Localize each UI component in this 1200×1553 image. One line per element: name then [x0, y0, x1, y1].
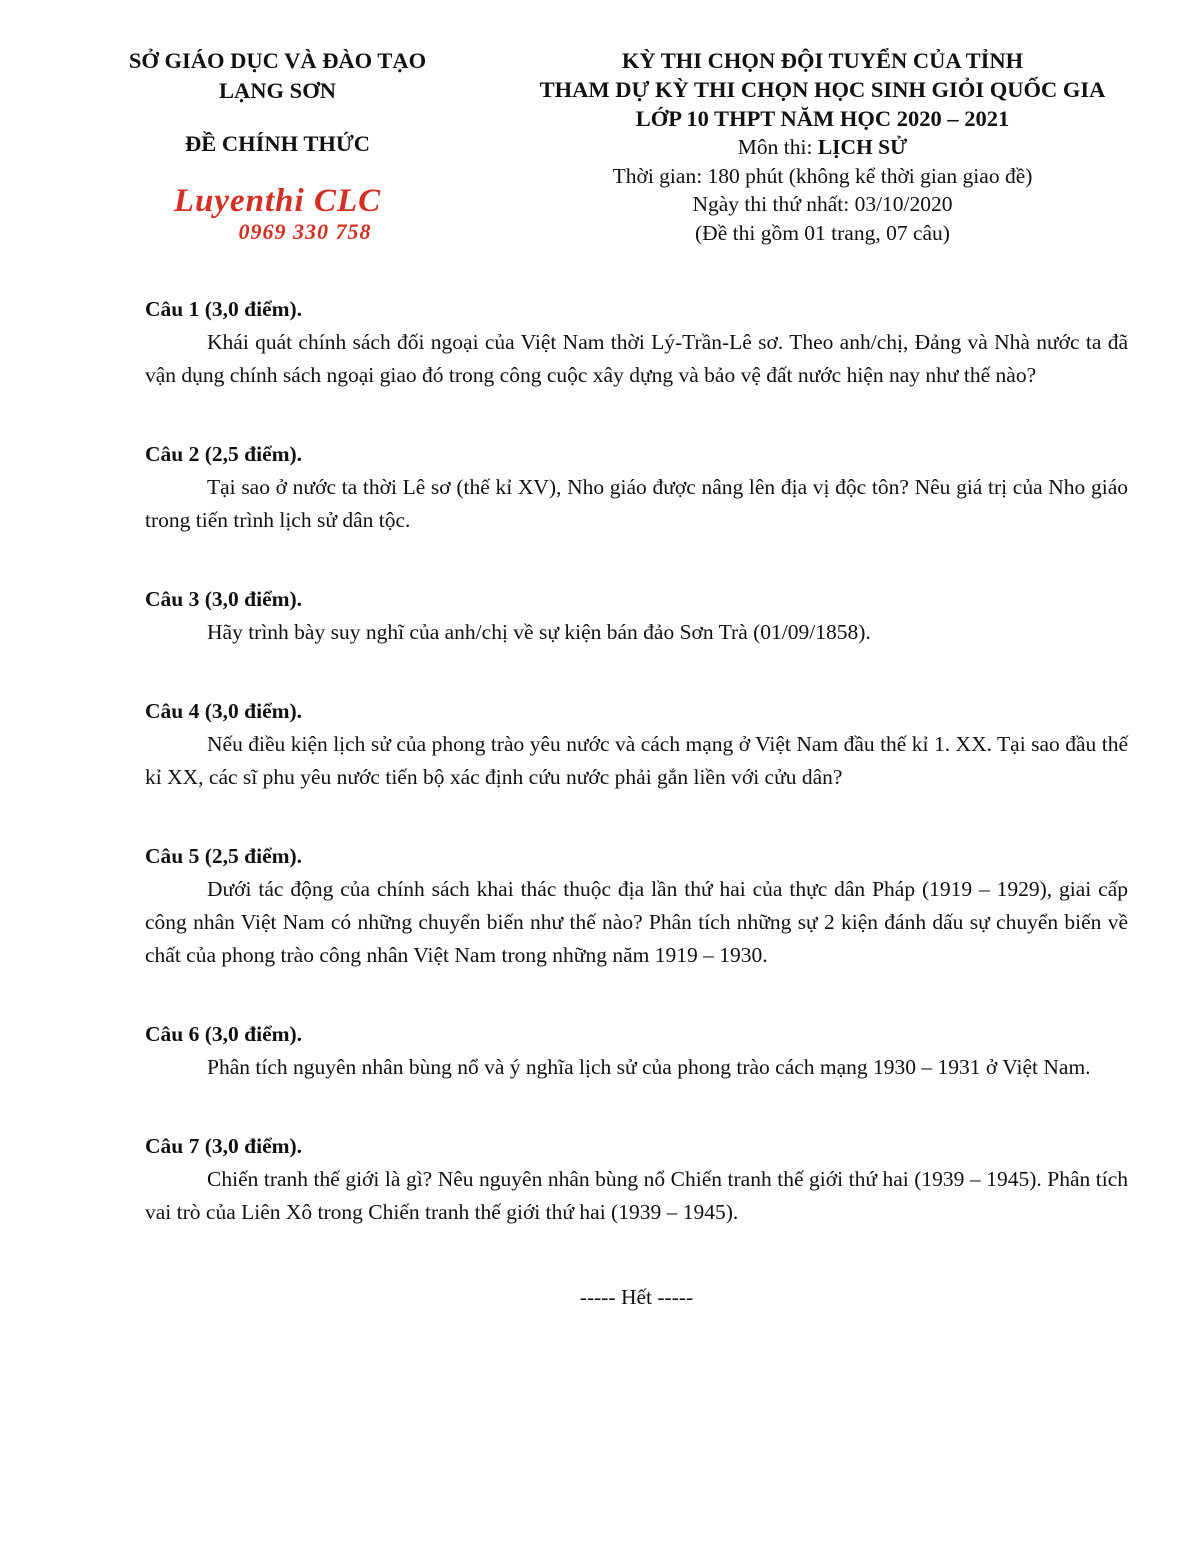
footer: [0, 1281, 1200, 1314]
question-5: [145, 840, 1128, 972]
question-1: [145, 293, 1128, 392]
question-heading: Câu 7 (3,0 điểm).: [145, 1134, 303, 1158]
question-3: [145, 583, 1128, 649]
subject-line: [460, 133, 1185, 162]
exam-title-line3: LỚP 10 THPT NĂM HỌC 2020 – 2021: [635, 106, 1010, 131]
question-text: Phân tích nguyên nhân bùng nổ và ý nghĩa lịch sử của phong trào cách mạng 1930 – 1931 ở Việt Nam.: [207, 1055, 1091, 1079]
header-right: [460, 46, 1185, 247]
subject-prefix: Môn thi:: [737, 135, 818, 159]
question-text: Nếu điều kiện lịch sử của phong trào yêu nước và cách mạng ở Việt Nam đầu thế kỉ 1. XX. Tại sao đầu thế kỉ XX, các sĩ phu yêu nước tiến bộ xác định cứu nước phải gắn liền với cửu dân?: [145, 732, 1128, 789]
official-exam-label: ĐỀ CHÍNH THỨC: [184, 131, 371, 156]
header: [0, 46, 1200, 247]
question-heading: Câu 3 (3,0 điểm).: [145, 587, 303, 611]
exam-title-line1: KỲ THI CHỌN ĐỘI TUYỂN CỦA TỈNH: [621, 48, 1024, 73]
question-heading: Câu 5 (2,5 điểm).: [145, 844, 303, 868]
issuing-department: SỞ GIÁO DỤC VÀ ĐÀO TẠO: [128, 48, 427, 73]
question-heading: Câu 6 (3,0 điểm).: [145, 1022, 303, 1046]
questions-section: [0, 293, 1200, 1229]
pages-note: (Đề thi gồm 01 trang, 07 câu): [695, 220, 950, 245]
logo-phone: 0969 330 758: [238, 219, 372, 244]
question-heading: Câu 4 (3,0 điểm).: [145, 699, 303, 723]
question-text: Hãy trình bày suy nghĩ của anh/chị về sự kiện bán đảo Sơn Trà (01/09/1858).: [207, 620, 871, 644]
header-left: [95, 46, 460, 243]
question-text: Tại sao ở nước ta thời Lê sơ (thế kỉ XV), Nho giáo được nâng lên địa vị độc tôn? Nêu giá trị của Nho giáo trong tiến trình lịch sử dân tộc.: [145, 475, 1128, 532]
logo: [95, 185, 460, 243]
issuing-province: LẠNG SƠN: [219, 78, 336, 103]
question-heading: Câu 1 (3,0 điểm).: [145, 297, 303, 321]
question-text: Khái quát chính sách đối ngoại của Việt Nam thời Lý-Trần-Lê sơ. Theo anh/chị, Đảng và Nhà nước ta đã vận dụng chính sách ngoại giao đó trong công cuộc xây dựng và bảo vệ đất nước hiện nay như thế nào?: [145, 330, 1128, 387]
question-text: Chiến tranh thế giới là gì? Nêu nguyên nhân bùng nổ Chiến tranh thế giới thứ hai (1939 – 1945). Phân tích vai trò của Liên Xô trong Chiến tranh thế giới thứ hai (1939 – 1945).: [145, 1167, 1128, 1224]
exam-duration: Thời gian: 180 phút (không kể thời gian giao đề): [612, 163, 1033, 188]
question-heading: Câu 2 (2,5 điểm).: [145, 442, 303, 466]
logo-text: Luyenthi CLC: [173, 183, 382, 219]
exam-title-line2: THAM DỰ KỲ THI CHỌN HỌC SINH GIỎI QUỐC GIA: [539, 77, 1106, 102]
question-2: [145, 438, 1128, 537]
question-6: [145, 1018, 1128, 1084]
subject-name: LỊCH SỬ: [817, 135, 908, 159]
question-7: [145, 1130, 1128, 1229]
question-text: Dưới tác động của chính sách khai thác thuộc địa lần thứ hai của thực dân Pháp (1919 – 1929), giai cấp công nhân Việt Nam có những chuyển biến như thế nào? Phân tích những sự 2 kiện đánh dấu sự chuyển biến về chất của phong trào công nhân Việt Nam trong những năm 1919 – 1930.: [145, 877, 1128, 967]
end-marker: ----- Hết -----: [579, 1285, 694, 1309]
question-4: [145, 695, 1128, 794]
exam-date: Ngày thi thứ nhất: 03/10/2020: [692, 192, 953, 216]
